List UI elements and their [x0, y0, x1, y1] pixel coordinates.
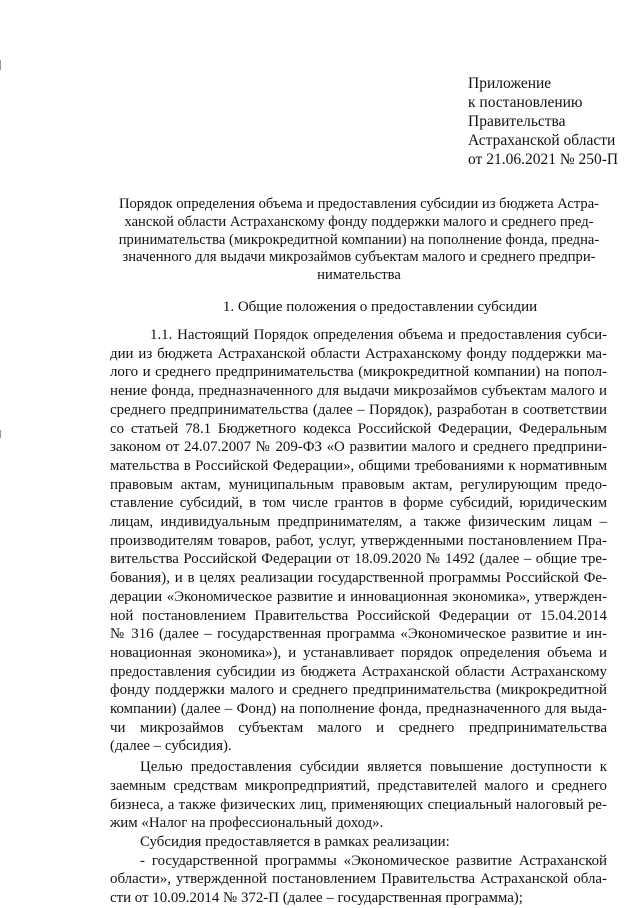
paragraph-line: дии из бюджета Астраханской области Астраханскому фонду поддержки ма-	[110, 345, 607, 362]
paragraph-line: лицам, индивидуальным предпринимателям, а также физическим лицам –	[110, 514, 607, 531]
title-line: ханской области Астраханскому фонду поддержки малого и среднего пред-	[124, 213, 594, 230]
paragraph-line: (далее – субсидия).	[110, 738, 232, 755]
document-title	[110, 196, 608, 285]
paragraph-line: со статьей 78.1 Бюджетного кодекса Российской Федерации, Федеральным	[110, 420, 607, 437]
paragraph-line: бизнеса, а также физических лиц, применяющих специальный налоговый ре-	[110, 796, 607, 813]
title-line: значенного для выдачи микрозаймов субъектам малого и среднего предпри-	[122, 249, 596, 266]
paragraph-line: чи микрозаймов субъектам малого и среднего предпринимательства	[110, 719, 607, 736]
paragraph-line: дерации «Экономическое развитие и инновационная экономика», утвержден-	[110, 588, 607, 605]
title-line: принимательства (микрокредитной компании) на пополнение фонда, предна-	[118, 231, 600, 248]
title-line: Порядок определения объема и предоставления субсидии из бюджета Астра-	[118, 196, 600, 212]
section-heading: 1. Общие положения о предоставлении субсидии	[222, 299, 538, 315]
paragraph-line: заемным средствам микропредприятий, представителей малого и среднего	[110, 777, 607, 794]
paragraph-line: вительства Российской Федерации от 18.09.2020 № 1492 (далее – общие тре-	[110, 551, 607, 568]
paragraph-line: Целью предоставления субсидии является повышение доступности к	[140, 759, 607, 776]
paragraph-line: № 316 (далее – государственная программа «Экономическое развитие и ин-	[110, 626, 607, 643]
paragraph-line: области», утвержденной постановлением Правительства Астраханской обла-	[110, 871, 607, 888]
paragraph-line: лого и среднего предпринимательства (микрокредитной компании) на попол-	[110, 364, 607, 381]
paragraph-line: ставление субсидий, в том числе грантов в форме субсидий, юридическим	[110, 495, 607, 512]
paragraph-line: мательства в Российской Федерации», общими требованиями к нормативным	[110, 457, 607, 474]
margin-mark	[0, 60, 1, 70]
paragraph-line: бования), и в целях реализации государственной программы Российской Фе-	[110, 570, 607, 587]
paragraph-line: законом от 24.07.2007 № 209-ФЗ «О развитии малого и среднего предприни-	[110, 439, 607, 456]
margin-mark	[0, 430, 1, 438]
paragraph-line: предоставления субсидии из бюджета Астраханской области Астраханскому	[110, 663, 607, 680]
annex-block	[468, 74, 618, 169]
paragraph-line: Субсидия предоставляется в рамках реализации:	[140, 833, 450, 850]
paragraph-line: новационная экономика»), и устанавливает порядок определения объема и	[110, 644, 607, 661]
paragraph-line: сти от 10.09.2014 № 372-П (далее – государственная программа);	[110, 890, 523, 907]
paragraph-line: нение фонда, предназначенного для выдачи микрозаймов субъектам малого и	[110, 383, 607, 400]
paragraph-line: среднего предпринимательства (далее – Порядок), разработан в соответствии	[110, 401, 607, 418]
annex-line: Приложение	[468, 75, 552, 92]
paragraph-line: производителям товаров, работ, услуг, утвержденными постановлением Пра-	[110, 532, 607, 549]
annex-line: Астраханской области	[468, 132, 616, 149]
title-line: нимательства	[317, 267, 401, 284]
annex-line: к постановлению	[468, 94, 583, 111]
paragraph-line: компании) (далее – Фонд) на пополнение фонда, предназначенного для выда-	[110, 701, 607, 718]
annex-line: Правительства	[468, 113, 566, 130]
paragraph-line: жим «Налог на профессиональный доход».	[110, 815, 384, 832]
paragraph-line: фонду поддержки малого и среднего предпринимательства (микрокредитной	[110, 682, 607, 699]
paragraph-line: - государственной программы «Экономическое развитие Астраханской	[140, 852, 607, 869]
document-body	[110, 326, 607, 908]
paragraph-line: 1.1. Настоящий Порядок определения объема и предоставления субси-	[150, 327, 607, 343]
annex-date-number: от 21.06.2021 № 250-П	[468, 151, 619, 168]
paragraph-line: правовым актам, муниципальным правовым актам, регулирующим предо-	[110, 476, 607, 493]
paragraph-line: ной постановлением Правительства Российской Федерации от 15.04.2014	[110, 607, 607, 624]
